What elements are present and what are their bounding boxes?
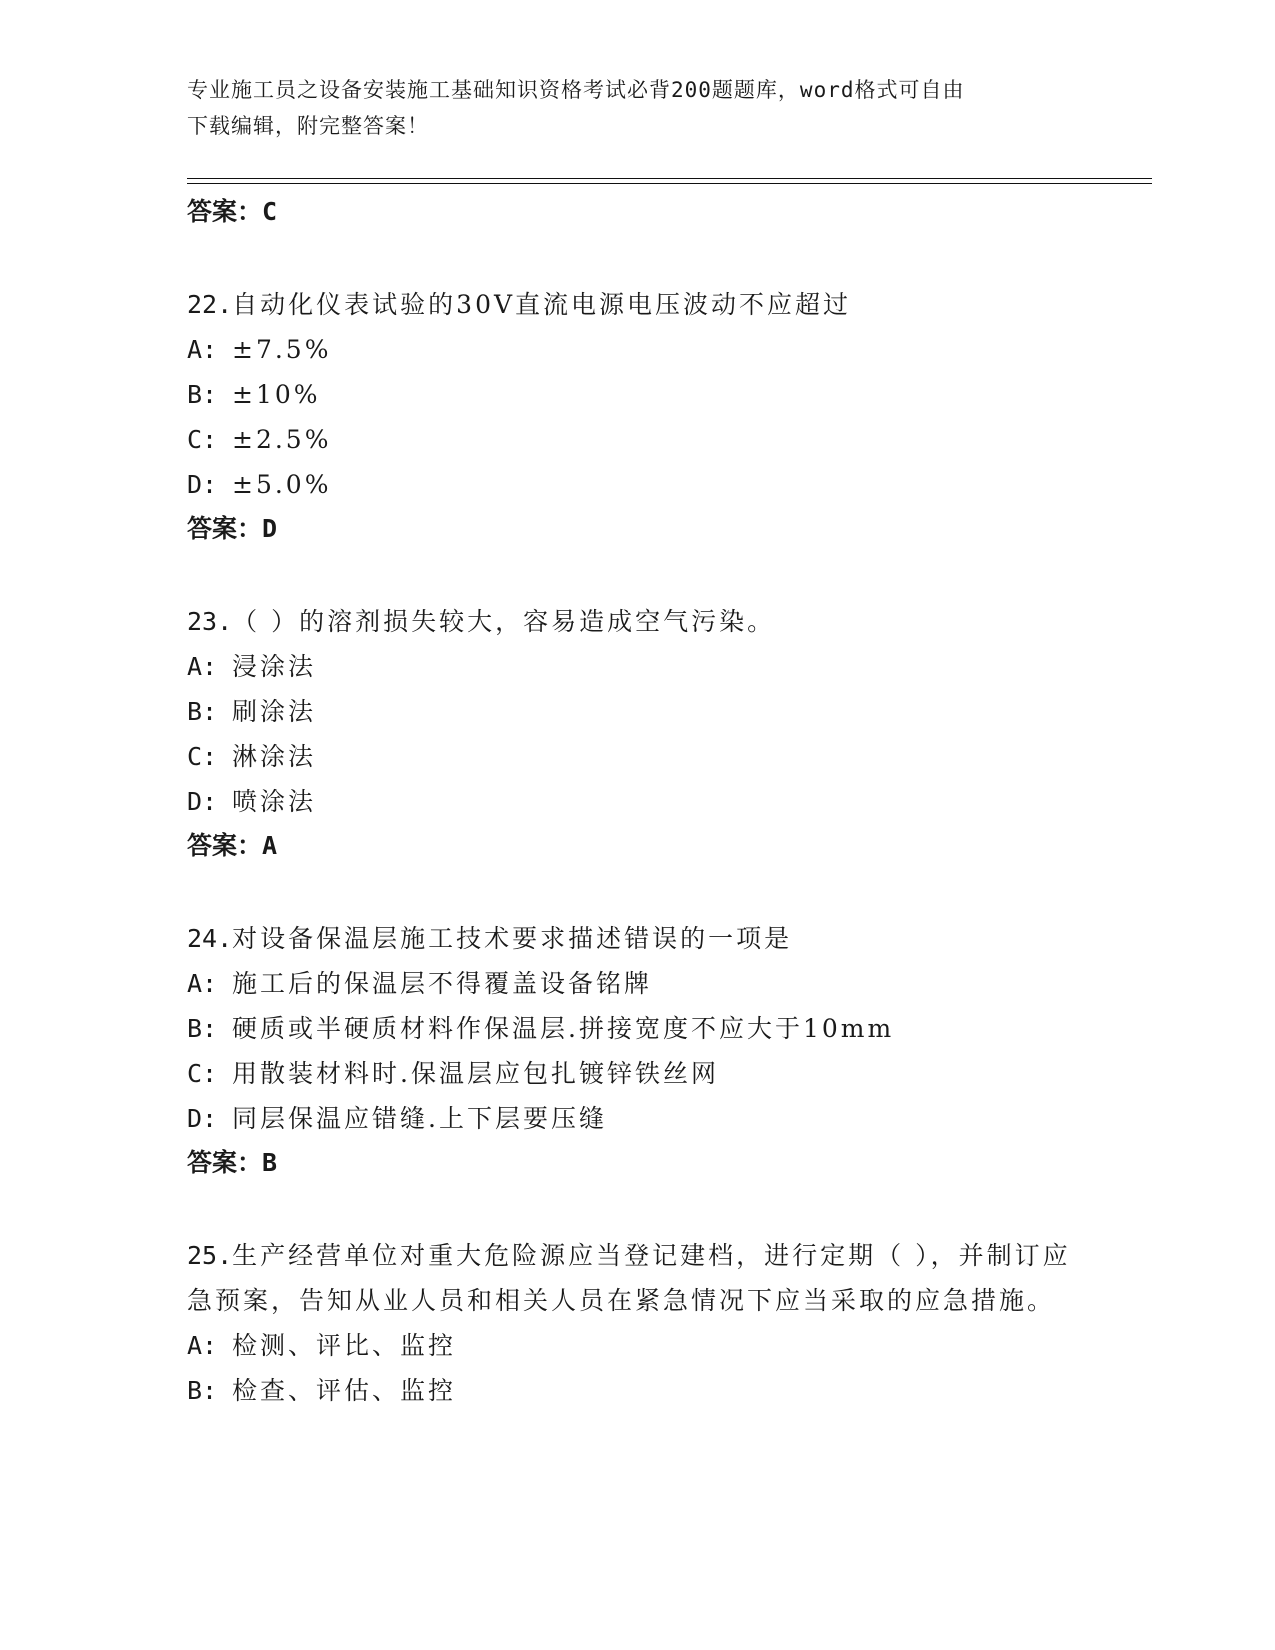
answer-label: 答案： [187, 1148, 263, 1177]
header-line-2: 下载编辑，附完整答案！ [187, 114, 429, 138]
answer-line [187, 507, 1087, 551]
option-a [187, 644, 1087, 689]
option-key: A: [187, 1331, 218, 1360]
option-key: C: [187, 742, 218, 771]
answer-line [187, 824, 1087, 868]
answer-line [187, 1141, 1087, 1185]
option-text: 硬质或半硬质材料作保温层.拼接宽度不应大于10mm [232, 1014, 895, 1043]
document-header [187, 72, 1067, 144]
answer-label: 答案： [187, 514, 263, 543]
question-number: 23. [187, 607, 233, 636]
question-stem: 自动化仪表试验的30V直流电源电压波动不应超过 [232, 290, 852, 319]
option-text: ±5.0% [232, 470, 332, 499]
option-text: 刷涂法 [232, 697, 317, 726]
question-list [187, 190, 1087, 1413]
option-b [187, 1368, 1087, 1413]
answer-value: D [262, 514, 278, 543]
option-text: ±7.5% [232, 335, 332, 364]
question-number: 22. [187, 290, 233, 319]
question-block [187, 282, 1087, 551]
option-key: D: [187, 1104, 218, 1133]
option-a [187, 1323, 1087, 1368]
answer-line [187, 190, 1087, 234]
question-number: 25. [187, 1241, 233, 1270]
question-stem: 生产经营单位对重大危险源应当登记建档，进行定期（ ），并制订应急预案，告知从业人员和相关人员在紧急情况下应当采取的应急措施。 [187, 1241, 1071, 1315]
option-key: D: [187, 470, 218, 499]
option-key: C: [187, 1059, 218, 1088]
option-text: 喷涂法 [232, 787, 317, 816]
option-c [187, 417, 1087, 462]
question-number: 24. [187, 924, 233, 953]
option-text: 浸涂法 [232, 652, 317, 681]
option-key: D: [187, 787, 218, 816]
answer-label: 答案： [187, 197, 263, 226]
answer-value: C [262, 197, 278, 226]
option-d [187, 779, 1087, 824]
option-key: B: [187, 697, 218, 726]
option-key: A: [187, 335, 218, 364]
question-text [187, 282, 1087, 327]
question-stem: （ ）的溶剂损失较大，容易造成空气污染。 [232, 607, 776, 636]
question-stem: 对设备保温层施工技术要求描述错误的一项是 [232, 924, 793, 953]
question-text [187, 599, 1087, 644]
question-block [187, 1233, 1087, 1413]
option-text: ±10% [232, 380, 321, 409]
question-text [187, 1233, 1087, 1323]
option-key: C: [187, 425, 218, 454]
question-text [187, 916, 1087, 961]
option-text: 施工后的保温层不得覆盖设备铭牌 [232, 969, 653, 998]
option-text: 淋涂法 [232, 742, 317, 771]
option-d [187, 1096, 1087, 1141]
header-line-1: 专业施工员之设备安装施工基础知识资格考试必背200题题库，word格式可自由 [187, 78, 965, 102]
option-text: ±2.5% [232, 425, 332, 454]
header-divider-secondary [187, 183, 1152, 184]
question-block [187, 916, 1087, 1185]
option-key: A: [187, 969, 218, 998]
option-c [187, 734, 1087, 779]
option-a [187, 961, 1087, 1006]
option-key: B: [187, 1376, 218, 1405]
option-key: A: [187, 652, 218, 681]
answer-value: A [262, 831, 278, 860]
answer-value: B [262, 1148, 278, 1177]
option-key: B: [187, 1014, 218, 1043]
option-key: B: [187, 380, 218, 409]
option-text: 用散装材料时.保温层应包扎镀锌铁丝网 [232, 1059, 719, 1088]
header-divider [187, 178, 1152, 179]
option-b [187, 689, 1087, 734]
option-b [187, 372, 1087, 417]
option-b [187, 1006, 1087, 1051]
option-text: 检测、评比、监控 [232, 1331, 457, 1360]
answer-label: 答案： [187, 831, 263, 860]
option-text: 同层保温应错缝.上下层要压缝 [232, 1104, 607, 1133]
option-c [187, 1051, 1087, 1096]
option-d [187, 462, 1087, 507]
option-text: 检查、评估、监控 [232, 1376, 457, 1405]
option-a [187, 327, 1087, 372]
question-block [187, 599, 1087, 868]
